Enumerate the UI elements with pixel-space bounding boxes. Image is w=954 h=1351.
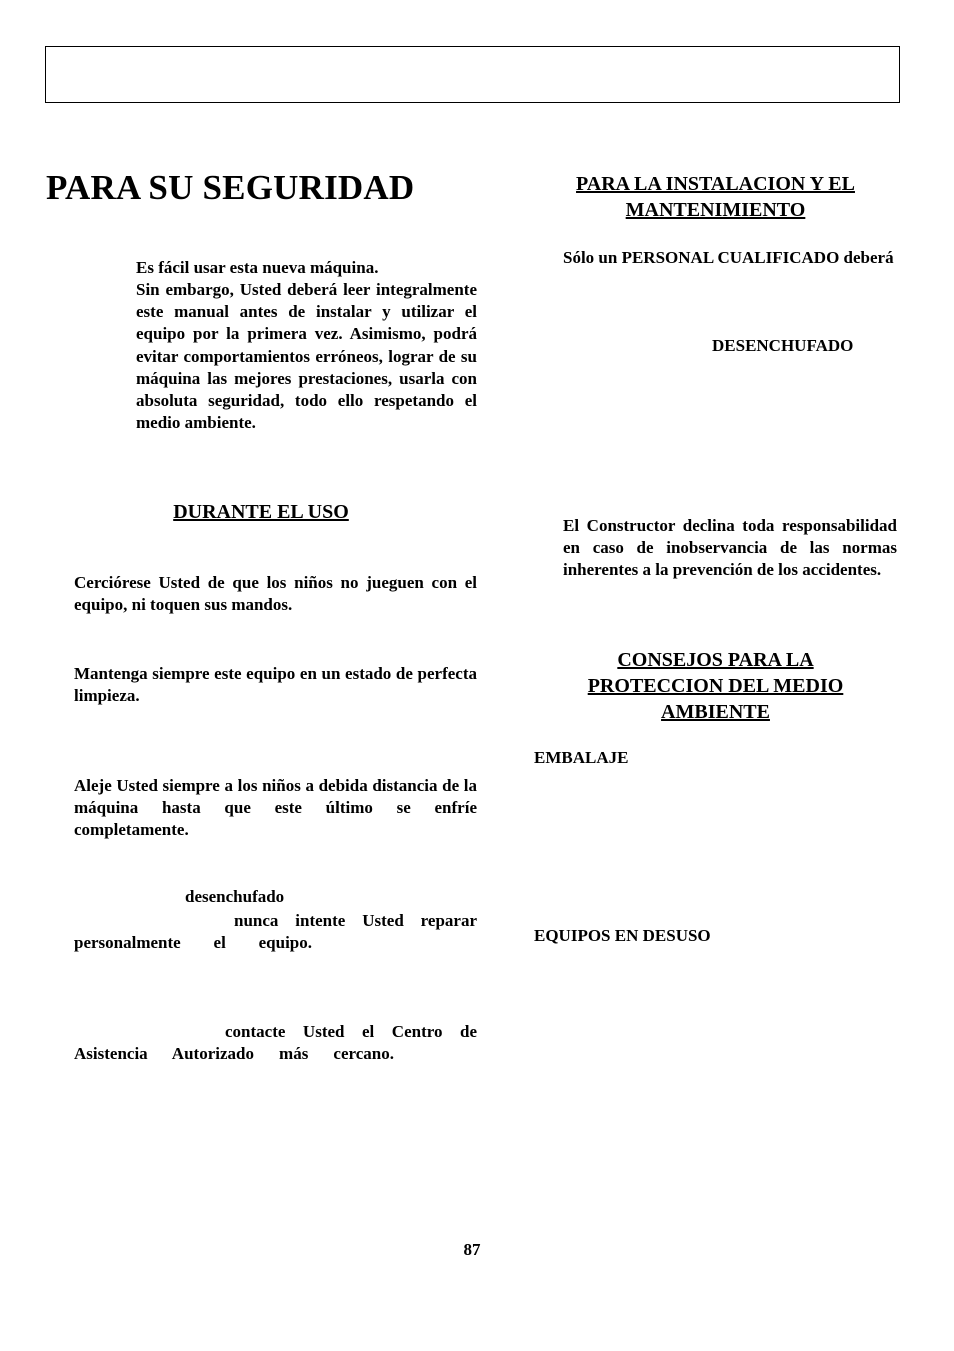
env-heading-line-3: AMBIENTE bbox=[661, 701, 770, 723]
disused-equipment-label: EQUIPOS EN DESUSO bbox=[534, 926, 711, 945]
contact-line-2: Asistencia Autorizado más cercano. bbox=[74, 1044, 394, 1063]
install-heading-line-1: PARA LA INSTALACION Y EL bbox=[576, 173, 855, 195]
repair-line-1: nunca intente Usted reparar bbox=[234, 911, 477, 930]
unplugged-word: desenchufado bbox=[185, 887, 285, 906]
env-heading-line-1: CONSEJOS PARA LA bbox=[617, 649, 814, 671]
packaging-label: EMBALAJE bbox=[534, 748, 629, 767]
section-heading-during-use: DURANTE EL USO bbox=[173, 501, 349, 523]
page-number: 87 bbox=[463, 1240, 481, 1259]
constructor-disclaimer: El Constructor declina toda responsabilidad en caso de inobservancia de las normas inherentes a la prevención de los accidentes. bbox=[563, 516, 897, 580]
paragraph-cleanliness: Mantenga siempre este equipo en un estado de perfecta limpieza. bbox=[74, 664, 477, 706]
intro-paragraph: Sin embargo, Usted deberá leer integralmente este manual antes de instalar y utilizar el equipo por la primera vez. Asimismo, podrá evitar comportamientos erróneos, lograr de su máquina las mejores prestaciones, usarla con absoluta seguridad, todo ello respetando el medio ambiente. bbox=[136, 280, 477, 433]
contact-line-1: contacte Usted el Centro de bbox=[225, 1022, 477, 1041]
intro-first-line: Es fácil usar esta nueva máquina. bbox=[136, 258, 379, 277]
unplugged-caps: DESENCHUFADO bbox=[712, 336, 854, 355]
env-heading-line-2: PROTECCION DEL MEDIO bbox=[587, 675, 844, 697]
qualified-personnel: Sólo un PERSONAL CUALIFICADO deberá bbox=[563, 248, 894, 267]
paragraph-cooling: Aleje Usted siempre a los niños a debida distancia de la máquina hasta que este último se enfríe completamente. bbox=[74, 776, 477, 840]
install-heading-line-2: MANTENIMIENTO bbox=[625, 199, 806, 221]
repair-line-2: personalmente el equipo. bbox=[74, 933, 312, 952]
header-frame bbox=[45, 46, 900, 103]
paragraph-children-controls: Cerciórese Usted de que los niños no jueguen con el equipo, ni toquen sus mandos. bbox=[74, 573, 477, 615]
page-title: PARA SU SEGURIDAD bbox=[46, 168, 415, 207]
